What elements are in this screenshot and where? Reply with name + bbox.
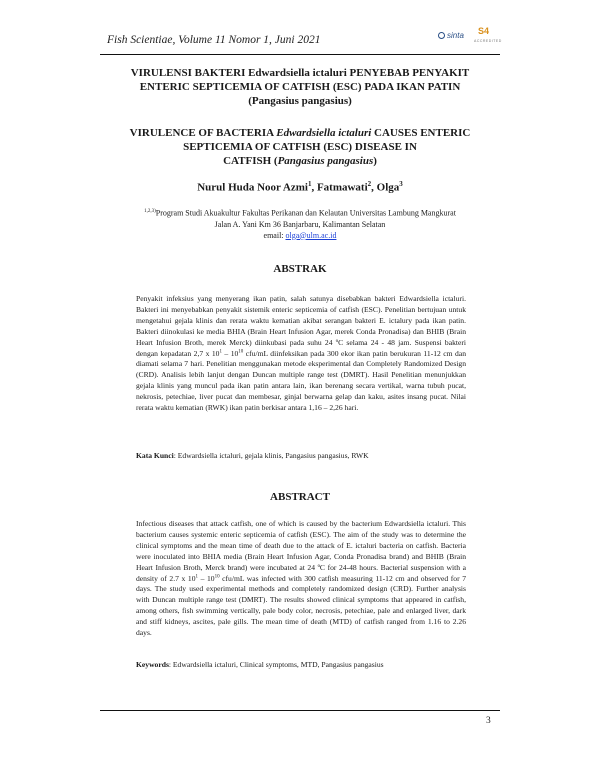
affiliation bbox=[100, 206, 500, 241]
s4-logo: S4 bbox=[478, 26, 490, 36]
accreditation-logos bbox=[438, 26, 502, 50]
abstract-heading: ABSTRACT bbox=[270, 491, 330, 503]
affiliation-line-1: $^{1,2,3)}$Program Studi Akuakultur Fakultas Perikanan dan Kelautan Universitas Lambung Mangkurat bbox=[144, 208, 456, 218]
title-id-line-1: VIRULENSI BAKTERI Edwardsiella ictaluri PENYEBAB PENYAKIT bbox=[130, 67, 470, 79]
abstrak-heading: ABSTRAK bbox=[273, 263, 327, 275]
s4-logo-subtext: ACCREDITED bbox=[474, 39, 502, 43]
title-id-line-2: ENTERIC SEPTICEMIA OF CATFISH (ESC) PADA IKAN PATIN bbox=[139, 81, 461, 93]
title-english bbox=[100, 126, 500, 168]
abstrak-body: Penyakit infeksius yang menyerang ikan patin, salah satunya disebabkan bakteri Edwardsiella ictaluri. Bakteri ini menyebabkan penyakit sistemik enteric septicemia of catfish (ESC). Penelitian bertujuan untuk mengetahui gejala klinis dan rerata waktu kematian akibat serangan bakteri E. ictalury pada ikan patin. Bakteri diinokulasi ke media BHIA (Brain Heart Infusion Agar, merek Conda Pronadisa) dan BHIB (Brain Heart Infusion Broth, merek Merck) diinkubasi pada suhu 24 ºC selama 24 - 48 jam. Suspensi bakteri dengan kepadatan 2,7 x $10^1 - 10^{10}$ cfu/mL diinfeksikan pada 300 ekor ikan patin berukuran 11-12 cm dan diamati selama 7 hari. Penelitian menggunakan metode eksperimental dan Completely Randomized Design (CRD). Analisis lebih lanjut dengan Duncan multiple range test (DMRT). Hasil Penelitian menunjukkan gejala klinis yang muncul pada ikan patin antara lain, ikan berenang secara vertikal, warna tubuh pucat, nekrosis, petechiae, liver pucat dan membesar, ginjal berwarna gelap dan kaku, asites insang pucat. Nilai rerata waktu kematian (RWK) ikan patin berkisar antara 1,16 – 2,26 hari. bbox=[136, 294, 466, 413]
title-en-line-1: VIRULENCE OF BACTERIA Edwardsiella ictaluri CAUSES ENTERIC bbox=[129, 127, 471, 139]
page-number: 3 bbox=[486, 716, 491, 726]
email-link[interactable]: olga@ulm.ac.id bbox=[285, 230, 337, 240]
affiliation-email: email: olga@ulm.ac.id bbox=[263, 230, 337, 240]
title-en-line-3: CATFISH (Pangasius pangasius) bbox=[223, 155, 377, 167]
header-rule bbox=[100, 54, 500, 55]
sinta-logo-text: sinta bbox=[447, 31, 464, 40]
title-en-line-2: SEPTICEMIA OF CATFISH (ESC) DISEASE IN bbox=[183, 141, 417, 153]
keywords: Keywords: Edwardsiella ictaluri, Clinical symptoms, MTD, Pangasius pangasius bbox=[136, 660, 384, 669]
journal-header: Fish Scientiae, Volume 11 Nomor 1, Juni 2021 bbox=[107, 34, 321, 46]
sinta-logo-icon bbox=[438, 32, 445, 39]
affiliation-line-2: Jalan A. Yani Km 36 Banjarbaru, Kalimantan Selatan bbox=[214, 219, 386, 229]
title-id-line-3: (Pangasius pangasius) bbox=[248, 95, 352, 107]
title-indonesian bbox=[100, 66, 500, 108]
abstract-body: Infectious diseases that attack catfish, one of which is caused by the bacterium Edwardsiella ictaluri. This bacterium causes systemic enteric septicemia of catfish (ESC). The aim of the study was to determine the clinical symptoms and the mean time of death due to the attack of E. ictaluri bacteria on catfish. Bacteria were inoculated into BHIA media (Brain Heart Infusion Agar, Conda Pronadisa brand) and BHIB (Brain Heart Infusion Broth, Merck brand) were incubated at 24 ºC for 24-48 hours. Bacterial suspension with a density of 2.7 x $10^1 - 10^{10}$ cfu/mL was infected with 300 catfish measuring 11-12 cm and observed for 7 days. The study used experimental methods and completely randomized design (CRD). Further analysis with Duncan multiple range test (DMRT). The results showed clinical symptoms that appeared in catfish, among others, fish swimming vertically, pale body color, necrosis, petechiae, pale and enlarged liver, dark and stiff kidneys, ascites, pale gills. The mean time of death (MTD) of catfish ranged from 1.16 to 2.26 days. bbox=[136, 519, 467, 638]
footer-rule bbox=[100, 710, 500, 711]
author-list: Nurul Huda Noor Azmi$^1$, Fatmawati$^2$, Olga$^3$ bbox=[197, 180, 403, 194]
kata-kunci: Kata Kunci: Edwardsiella ictaluri, gejala klinis, Pangasius pangasius, RWK bbox=[136, 451, 369, 460]
